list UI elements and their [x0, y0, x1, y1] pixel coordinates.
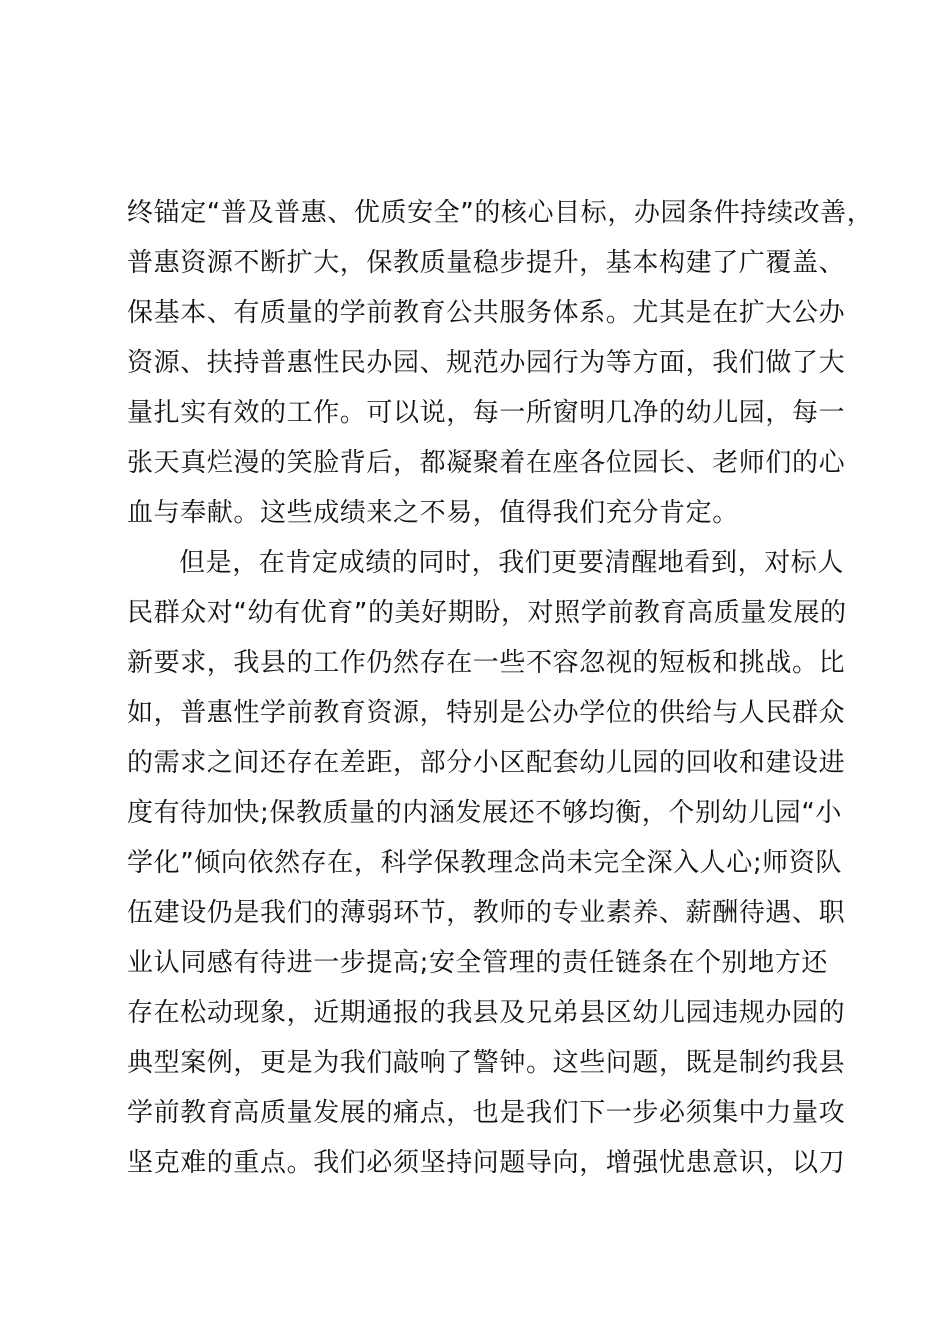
text-line: 民群众对“幼有优育”的美好期盼，对照学前教育高质量发展的 — [127, 598, 847, 628]
text-line: 保基本、有质量的学前教育公共服务体系。尤其是在扩大公办 — [127, 298, 846, 328]
text-line: 存在松动现象，近期通报的我县及兄弟县区幼儿园违规办园的 — [127, 998, 846, 1028]
text-line: 张天真烂漫的笑脸背后，都凝聚着在座各位园长、老师们的心 — [127, 448, 846, 478]
text-line: 的需求之间还存在差距，部分小区配套幼儿园的回收和建设进 — [127, 748, 846, 778]
text-line: 坚克难的重点。我们必须坚持问题导向，增强忧患意识，以刀 — [127, 1148, 846, 1178]
text-line: 新要求，我县的工作仍然存在一些不容忽视的短板和挑战。比 — [127, 648, 846, 678]
text-line: 业认同感有待进一步提高;安全管理的责任链条在个别地方还 — [127, 948, 828, 978]
text-line: 学化”倾向依然存在，科学保教理念尚未完全深入人心;师资队 — [127, 848, 843, 878]
text-line: 度有待加快;保教质量的内涵发展还不够均衡，个别幼儿园“小 — [127, 798, 843, 828]
text-line: 量扎实有效的工作。可以说，每一所窗明几净的幼儿园，每一 — [127, 398, 846, 428]
text-line: 但是，在肯定成绩的同时，我们更要清醒地看到，对标人 — [179, 548, 845, 578]
paragraph-challenges — [127, 538, 847, 1188]
document-page — [127, 188, 874, 1188]
text-line: 典型案例，更是为我们敲响了警钟。这些问题，既是制约我县 — [127, 1048, 846, 1078]
text-line: 学前教育高质量发展的痛点，也是我们下一步必须集中力量攻 — [127, 1098, 846, 1128]
text-line: 终锚定“普及普惠、优质安全”的核心目标，办园条件持续改善， — [127, 198, 874, 228]
text-line: 伍建设仍是我们的薄弱环节，教师的专业素养、薪酬待遇、职 — [127, 898, 846, 928]
text-line: 血与奉献。这些成绩来之不易，值得我们充分肯定。 — [127, 498, 739, 528]
text-line: 如，普惠性学前教育资源，特别是公办学位的供给与人民群众 — [127, 698, 846, 728]
text-line: 资源、扶持普惠性民办园、规范办园行为等方面，我们做了大 — [127, 348, 846, 378]
text-line: 普惠资源不断扩大，保教质量稳步提升，基本构建了广覆盖、 — [127, 248, 846, 278]
paragraph-achievements — [127, 188, 874, 538]
